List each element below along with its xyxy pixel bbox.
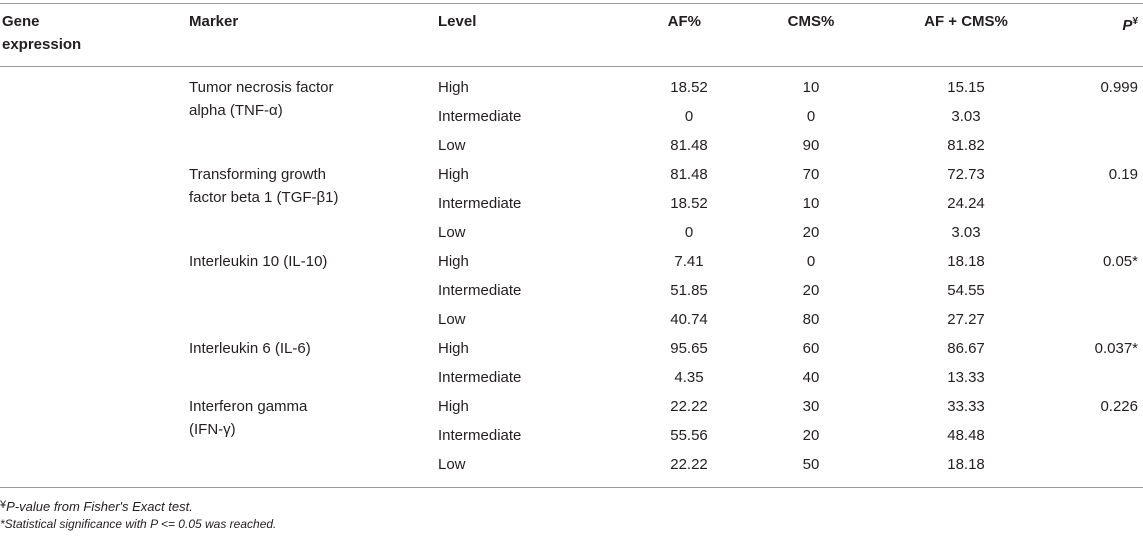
level-cell: High [438,340,469,357]
af-cell: 81.48 [670,166,708,183]
p-value: 0.226 [1100,398,1138,415]
af-cell: 55.56 [670,427,708,444]
af-cms-cell: 54.55 [947,282,985,299]
af-cell: 7.41 [674,253,704,270]
level-cell: Intermediate [438,195,522,212]
af-cell: 81.48 [670,137,708,154]
af-cell: 40.74 [670,311,708,328]
af-cell: 18.52 [670,79,708,96]
level-cell: Intermediate [438,282,522,299]
af-cms-cell: 3.03 [951,108,981,125]
af-cms-cell: 27.27 [947,311,985,328]
af-cms-cell: 33.33 [947,398,985,415]
af-cell: 0 [684,108,694,125]
header-gene-expression: Gene expression [2,13,82,53]
level-cell: High [438,253,469,270]
af-cms-cell: 13.33 [947,369,985,386]
cms-cell: 20 [802,427,820,444]
cms-cell: 10 [802,195,820,212]
af-cell: 18.52 [670,195,708,212]
marker-name: Transforming growth factor beta 1 (TGF-β1) [189,166,339,206]
header-level: Level [438,13,477,30]
header-af-cms: AF + CMS% [924,13,1008,30]
cms-cell: 40 [802,369,820,386]
level-cell: Low [438,224,466,241]
af-cms-cell: 81.82 [947,137,985,154]
marker-name: Tumor necrosis factor alpha (TNF-α) [189,79,334,119]
af-cell: 95.65 [670,340,708,357]
af-cms-cell: 86.67 [947,340,985,357]
header-cms: CMS% [787,13,835,30]
footnote-significance: *Statistical significance with P <= 0.05 was reached. [0,517,277,531]
header-af: AF% [667,13,701,30]
footnote-fisher [0,496,193,516]
header-p-value [1122,10,1138,37]
cms-cell: 0 [806,108,816,125]
level-cell: Intermediate [438,108,522,125]
level-cell: High [438,166,469,183]
level-cell: Intermediate [438,369,522,386]
cms-cell: 30 [802,398,820,415]
af-cell: 22.22 [670,398,708,415]
p-value: 0.999 [1100,79,1138,96]
af-cell: 4.35 [674,369,704,386]
cms-cell: 80 [802,311,820,328]
marker-name: Interleukin 10 (IL-10) [189,253,328,270]
af-cms-cell: 18.18 [947,253,985,270]
marker-name: Interferon gamma (IFN-γ) [189,398,308,438]
af-cms-cell: 18.18 [947,456,985,473]
bottom-rule [0,487,1143,488]
marker-name: Interleukin 6 (IL-6) [189,340,311,357]
cms-cell: 60 [802,340,820,357]
level-cell: Low [438,137,466,154]
p-value: 0.19 [1108,166,1138,183]
af-cell: 0 [684,224,694,241]
p-value: 0.037* [1094,340,1138,357]
cms-cell: 90 [802,137,820,154]
af-cell: 22.22 [670,456,708,473]
level-cell: High [438,79,469,96]
footnote-fisher-text: P-value from Fisher's Exact test. [6,499,193,514]
cms-cell: 70 [802,166,820,183]
af-cms-cell: 24.24 [947,195,985,212]
level-cell: Intermediate [438,427,522,444]
header-p-superscript: ¥ [1132,16,1138,27]
af-cms-cell: 3.03 [951,224,981,241]
af-cms-cell: 15.15 [947,79,985,96]
header-p-label: P [1122,17,1133,34]
af-cms-cell: 72.73 [947,166,985,183]
cms-cell: 20 [802,282,820,299]
cms-cell: 20 [802,224,820,241]
top-rule [0,3,1143,4]
header-rule [0,66,1143,67]
yen-symbol: ¥ [0,499,7,511]
level-cell: Low [438,311,466,328]
p-value: 0.05* [1102,253,1138,270]
level-cell: High [438,398,469,415]
cms-cell: 10 [802,79,820,96]
cms-cell: 0 [806,253,816,270]
cms-cell: 50 [802,456,820,473]
header-marker: Marker [189,13,239,30]
af-cell: 51.85 [670,282,708,299]
af-cms-cell: 48.48 [947,427,985,444]
level-cell: Low [438,456,466,473]
